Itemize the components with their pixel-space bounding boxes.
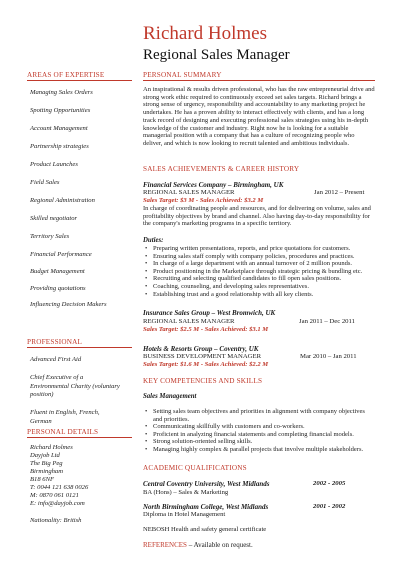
duty-item: • In charge of a large department with an annual turnover of 2 million pounds. xyxy=(143,260,375,268)
competencies-list xyxy=(143,408,375,454)
job-company: Insurance Sales Group – West Bromwich, UK xyxy=(143,309,276,317)
job-target: Sales Target: $3 M - Sales Achieved: $3.2 M xyxy=(143,197,264,204)
professional-heading: PROFESSIONAL xyxy=(27,338,83,346)
expertise-item: Skilled negotiator xyxy=(30,215,78,222)
professional-rule xyxy=(27,347,132,348)
education-heading: ACADEMIC QUALIFICATIONS xyxy=(143,464,247,472)
contact-mobile: M: 0870 061 0121 xyxy=(30,492,79,499)
job-dates: Jan 2012 – Present xyxy=(314,189,365,196)
professional-item: Fluent in English, French, German xyxy=(30,409,100,425)
summary-rule xyxy=(143,80,375,81)
summary-text: An inspirational & results driven professional, who has the raw entrepreneurial drive and strong work ethic required to continuously exceed set sales targets. Richard brings a strong sense of urgency, responsibility and accountability to any marketing project he undertakes. He has a proven ability to interact effectively with clients, and has a long track record of designing and executing professional sales strategies using his in-depth knowledge of the customer and industry. Right now he is looking for a suitable managerial position with a company that has a culture of recognizing people who deliver, and which is now looking to recruit talented and ambitious individuals. xyxy=(143,86,375,147)
duties-heading: Duties: xyxy=(143,237,164,244)
contact-line: Birmingham xyxy=(30,468,63,475)
duty-item: • Coaching, counseling, and developing sales representatives. xyxy=(143,283,375,291)
expertise-heading: AREAS OF EXPERTISE xyxy=(27,71,105,79)
expertise-item: Regional Administration xyxy=(30,197,95,204)
duty-item: • Preparing written presentations, reports, and price quotations for customers. xyxy=(143,245,375,253)
references-line xyxy=(143,541,253,549)
contact-email: E: info@dayjob.com xyxy=(30,500,85,507)
competencies-subheading: Sales Management xyxy=(143,393,197,400)
competencies-heading: KEY COMPETENCIES AND SKILLS xyxy=(143,377,263,385)
competency-item: • Communicating skillfully with customers and co-workers. xyxy=(143,423,375,431)
expertise-item: Providing quotations xyxy=(30,285,86,292)
personal-details-rule xyxy=(27,437,132,438)
professional-item: Advanced First Aid xyxy=(30,356,82,363)
expertise-item: Spotting Opportunities xyxy=(30,107,91,114)
competency-item: • Strong solution-oriented selling skills. xyxy=(143,438,375,446)
history-heading: SALES ACHIEVEMENTS & CAREER HISTORY xyxy=(143,165,300,173)
job-role: REGIONAL SALES MANAGER xyxy=(143,189,235,196)
contact-line: Dayjob Ltd xyxy=(30,452,60,459)
expertise-item: Influencing Decision Makers xyxy=(30,301,107,308)
professional-item: Chief Executive of a Environmental Charity (voluntary position) xyxy=(30,374,120,399)
education-school: Central Coventry University, West Midlands xyxy=(143,480,270,488)
education-years: 2002 - 2005 xyxy=(313,480,346,487)
expertise-item: Partnership strategies xyxy=(30,143,89,150)
duty-item: • Establishing trust and a good relationship with all key clients. xyxy=(143,291,375,299)
job-role: BUSINESS DEVELOPMENT MANAGER xyxy=(143,353,262,360)
candidate-name: Richard Holmes xyxy=(143,23,268,44)
references-text: – Available on request. xyxy=(188,541,253,549)
competency-item: • Setting sales team objectives and priorities in alignment with company objectives and priorities. xyxy=(143,408,375,423)
job-company: Financial Services Company – Birmingham, UK xyxy=(143,181,284,189)
job-dates: Jan 2011 – Dec 2011 xyxy=(299,318,355,325)
duty-item: • Product positioning in the Marketplace through strategic pricing & bundling etc. xyxy=(143,268,375,276)
education-school: North Birmingham College, West Midlands xyxy=(143,503,269,511)
expertise-item: Budget Management xyxy=(30,268,85,275)
duties-list xyxy=(143,245,375,298)
education-course: BA (Hons) – Sales & Marketing xyxy=(143,489,229,496)
job-description: In charge of coordinating people and resources, and for delivering on volume, sales and profitability objectives by brand and channel. Also having day-to-day responsibility for the company's marketing programs in a specific territory. xyxy=(143,205,371,228)
expertise-item: Managing Sales Orders xyxy=(30,89,93,96)
expertise-item: Territory Sales xyxy=(30,233,70,240)
competency-item: • Proficient in analyzing financial statements and completing financial models. xyxy=(143,431,375,439)
expertise-item: Field Sales xyxy=(30,179,60,186)
education-course: Diploma in Hotel Management xyxy=(143,511,226,518)
expertise-item: Product Launches xyxy=(30,161,78,168)
references-heading: REFERENCES xyxy=(143,541,187,549)
summary-heading: PERSONAL SUMMARY xyxy=(143,71,222,79)
personal-details-heading: PERSONAL DETAILS xyxy=(27,428,99,436)
duty-item: • Recruiting and selecting qualified candidates to fill open sales positions. xyxy=(143,275,375,283)
certificate: NEBOSH Health and safety general certificate xyxy=(143,526,267,533)
job-role: REGIONAL SALES MANAGER xyxy=(143,318,235,325)
nationality: Nationality: British xyxy=(30,517,82,524)
job-title: Regional Sales Manager xyxy=(143,47,290,63)
contact-line: The Big Peg xyxy=(30,460,63,467)
duty-item: • Ensuring sales staff comply with company policies, procedures and practices. xyxy=(143,253,375,261)
job-dates: Mar 2010 – Jan 2011 xyxy=(300,353,357,360)
competency-item: • Managing highly complex & parallel projects that involve multiple stakeholders. xyxy=(143,446,375,454)
contact-line: Richard Holmes xyxy=(30,444,73,451)
job-company: Hotels & Resorts Group – Coventry, UK xyxy=(143,345,259,353)
contact-phone: T: 0044 121 638 0026 xyxy=(30,484,89,491)
expertise-item: Financial Performance xyxy=(30,251,92,258)
expertise-item: Account Management xyxy=(30,125,88,132)
job-target: Sales Target: $2.5 M - Sales Achieved: $3.1 M xyxy=(143,326,269,333)
expertise-rule xyxy=(27,80,132,81)
contact-line: B18 6NF xyxy=(30,476,54,483)
education-years: 2001 - 2002 xyxy=(313,503,346,510)
job-target: Sales Target: $1.6 M - Sales Achieved: $2.2 M xyxy=(143,361,269,368)
